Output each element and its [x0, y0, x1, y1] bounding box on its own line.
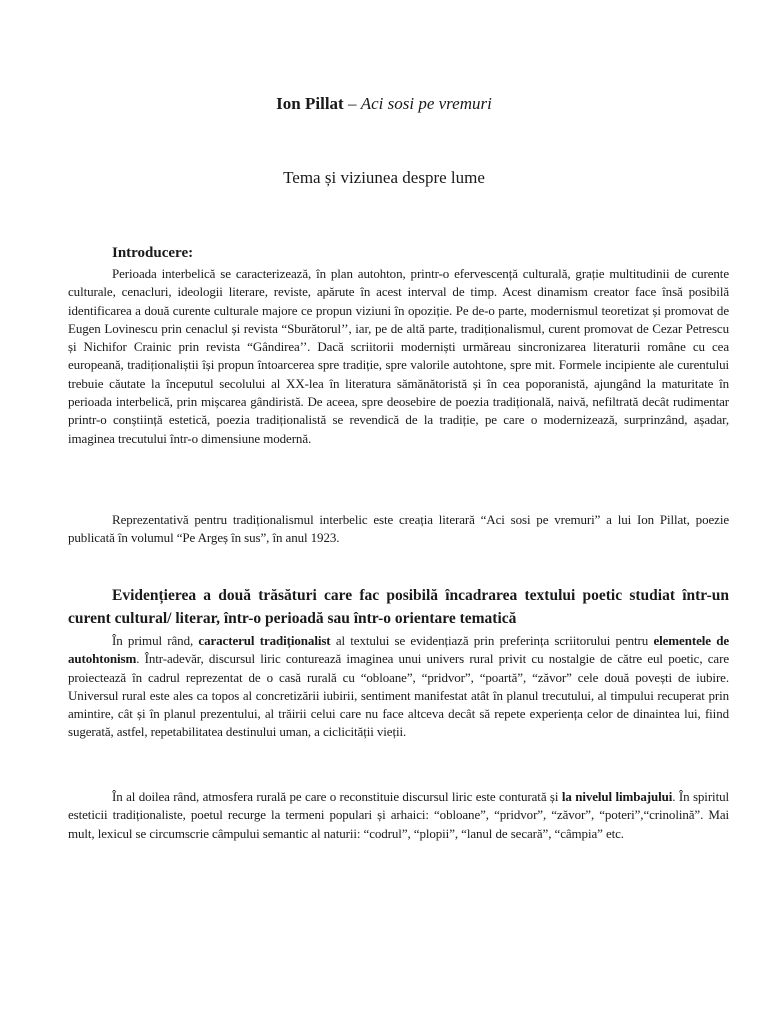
- document-subtitle: Tema și viziunea despre lume: [283, 168, 485, 187]
- title-author: Ion Pillat: [276, 94, 344, 113]
- intro-paragraph-1: Perioada interbelică se caracterizează, în plan autohton, printr-o efervescență culturală, grație multitudinii de curente culturale, cenacluri, ideologii literare, reviste, apărute în acest interval de timp. Acest dinamism creator face însă posibilă identificarea a două curente culturale majore ce propun viziuni în opoziție. Pe de-o parte, modernismul teoretizat și promovat de Eugen Lovinescu prin cenaclul și revista “Sburătorul’’, iar, pe de altă parte, tradiționalismul, curent promovat de Cezar Petrescu și Nichifor Crainic prin revista “Gândirea’’. Dacă scriitorii moderniști urmăreau sincronizarea literaturii române cu cea europeană, tradiționaliștii își propun întoarcerea spre tradiție, spre valorile autohtone, spre mit. Formele incipiente ale curentului trebuie căutate la începutul secolului al XX-lea în literatura sămănătoristă și în cea poporanistă, ajungând la maturitate în perioada interbelică, prin mișcarea gândiristă. De aceea, spre deosebire de poezia tradițională, naivă, nefiltrată decât rudimentar printr-o conștiință estetică, poezia tradiționalistă se revendică de la tradiție, pe care o modernizează, surprinzând, așadar, imaginea trecutului într-o dimensiune modernă.: [68, 266, 729, 446]
- text-run: . Într-adevăr, discursul liric conturează imaginea unui univers rural privit cu nostalgie de către eul poetic, care proiectează în cadrul reprezentat de o casă rurală cu “obloane”, “pridvor”, “poartă”, “zăvor” cele două povești de iubire. Universul rural este ales ca topos al concretizării iubirii, sentiment manifestat atât în planul trecutului, al timpului recuperat prin amintire, cât și în planul prezentului, al trăirii celui care nu face altceva decât să repete experiența celor de dinaintea lui, fiind sugerată, astfel, repetabilitatea destinului uman, a ciclicității vieții.: [68, 651, 729, 740]
- title-separator: –: [343, 94, 361, 113]
- document-title: [0, 94, 768, 114]
- bold-term: la nivelul limbajului: [561, 789, 673, 804]
- bold-term: caracterul tradiționalist: [198, 633, 331, 648]
- body-paragraph-1: [68, 632, 729, 742]
- intro-paragraph-2: Reprezentativă pentru tradiționalismul interbelic este creația literară “Aci sosi pe vremuri” a lui Ion Pillat, poezie publicată în volumul “Pe Argeș în sus”, în anul 1923.: [68, 512, 729, 546]
- bold-term: elementele de autohtonism: [68, 633, 730, 667]
- text-run: În al doilea rând, atmosfera rurală pe care o reconstituie discursul liric este conturată și: [112, 789, 562, 804]
- text-run: . În spiritul esteticii tradiționaliste, poetul recurge la termeni populari și arhaici: “obloane”, “pridvor”, “zăvor”, “poteri”,“crinolină”. Mai mult, lexicul se circumscrie câmpului semantic al naturii: “codrul”, “plopii”, “lanul de secară”, “câmpia” etc.: [68, 789, 729, 841]
- title-work: Aci sosi pe vremuri: [360, 94, 492, 113]
- text-run: al textului se evidențiază prin preferința scriitorului pentru: [330, 633, 654, 648]
- intro-heading: Introducere:: [112, 245, 194, 261]
- section-heading: Evidențierea a două trăsături care fac posibilă încadrarea textului poetic studiat într-un curent cultural/ literar, într-o perioadă sau într-o orientare tematică: [68, 587, 729, 627]
- body-paragraph-2: [68, 788, 729, 843]
- text-run: În primul rând,: [112, 633, 199, 648]
